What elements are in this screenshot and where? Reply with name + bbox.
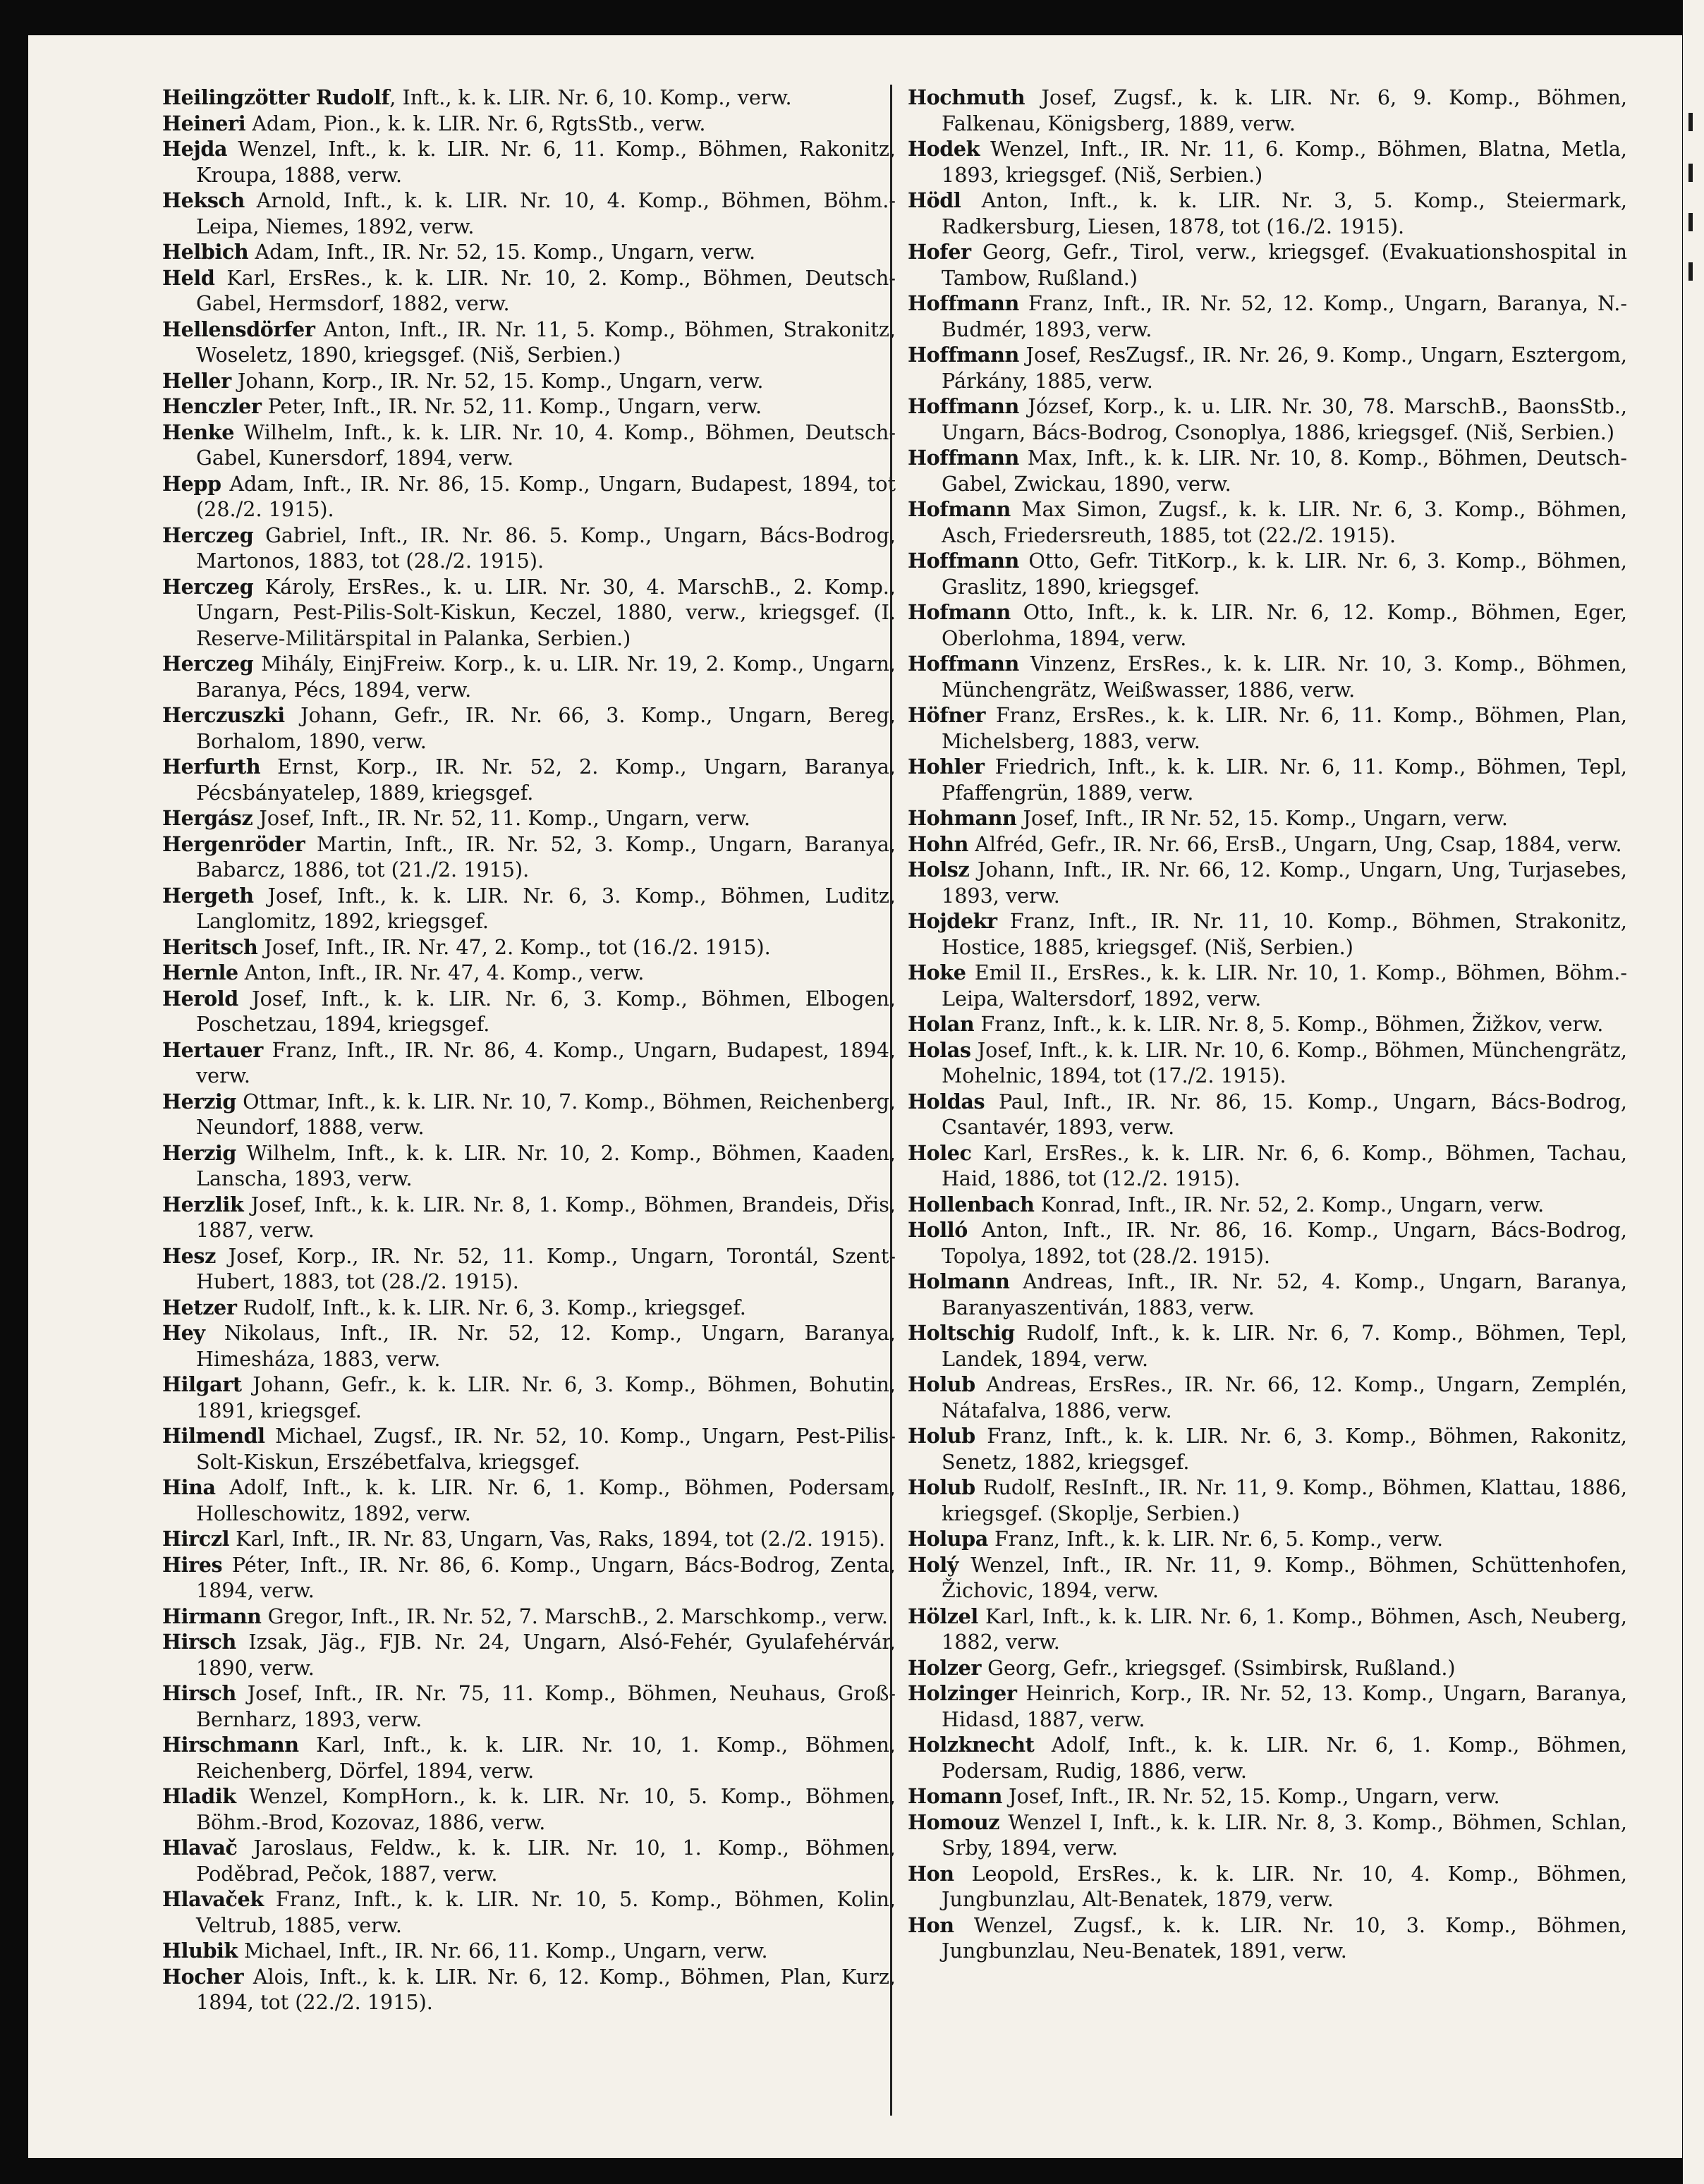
list-entry [162,651,896,702]
entry-surname: Heritsch [162,934,258,959]
entry-details: Franz, ErsRes., k. k. LIR. Nr. 6, 11. Komp., Böhmen, Plan, Michelsberg, 1883, verw. [942,703,1627,753]
entry-details: Andreas, ErsRes., IR. Nr. 66, 12. Komp., Ungarn, Zemplén, Nátafalva, 1886, verw. [942,1372,1627,1422]
page-sheet [28,35,1682,2158]
entry-surname: Hlavaček [162,1887,264,1911]
entry-details: Rudolf, Inft., k. k. LIR. Nr. 6, 7. Komp., Böhmen, Tepl, Landek, 1894, verw. [942,1321,1627,1371]
entry-details: Konrad, Inft., IR. Nr. 52, 2. Komp., Ungarn, verw. [1034,1192,1545,1216]
entry-details: Wenzel, Inft., IR. Nr. 11, 6. Komp., Böhmen, Blatna, Metla, 1893, kriegsgef. (Niš, Serbien.) [942,137,1627,187]
list-entry [908,1810,1627,1861]
list-entry [908,1526,1627,1552]
entry-details: Karl, Inft., k. k. LIR. Nr. 10, 1. Komp., Böhmen, Reichenberg, Dörfel, 1894, verw. [196,1733,896,1783]
list-entry [162,960,896,986]
list-entry [908,1320,1627,1372]
entry-surname: Hoffmann [908,343,1019,367]
list-entry [908,85,1627,136]
left-column [162,85,896,2015]
entry-surname: Hejda [162,137,228,161]
list-entry [162,754,896,805]
entry-details: Max Simon, Zugsf., k. k. LIR. Nr. 6, 3. Komp., Böhmen, Asch, Friedersreuth, 1885, tot (22./2. 1915). [942,497,1627,547]
entry-details: Emil II., ErsRes., k. k. LIR. Nr. 10, 1. Komp., Böhmen, Böhm.-Leipa, Waltersdorf, 1892, verw. [942,960,1627,1011]
entry-details: Rudolf, ResInft., IR. Nr. 11, 9. Komp., Böhmen, Klattau, 1886, kriegsgef. (Skoplje, Serbien.) [942,1475,1627,1525]
list-entry [162,1192,896,1243]
entry-details: Franz, Inft., k. k. LIR. Nr. 6, 3. Komp., Böhmen, Rakonitz, Senetz, 1882, kriegsgef. [942,1424,1627,1474]
list-entry [162,831,896,883]
entry-surname: Hellensdörfer [162,317,315,341]
list-entry [162,883,896,934]
entry-details: Andreas, Inft., IR. Nr. 52, 4. Komp., Ungarn, Baranya, Baranyaszentiván, 1883, verw. [942,1269,1627,1319]
list-entry [162,934,896,960]
entry-details: Josef, Inft., k. k. LIR. Nr. 6, 3. Komp., Böhmen, Elbogen, Poschetzau, 1894, kriegsgef. [196,986,896,1036]
entry-details: Wenzel, Inft., IR. Nr. 11, 9. Komp., Böhmen, Schüttenhofen, Žichovic, 1894, verw. [942,1552,1627,1602]
entry-surname: Hina [162,1475,216,1499]
list-entry [908,1269,1627,1320]
entry-surname: Hepp [162,471,221,496]
list-entry [162,1243,896,1295]
list-entry [162,394,896,420]
entry-details: József, Korp., k. u. LIR. Nr. 30, 78. MarschB., BaonsStb., Ungarn, Bács-Bodrog, Csonoplya, 1886, kriegsgef. (Niš, Serbien.) [942,394,1627,444]
list-entry [908,1089,1627,1140]
entry-surname: Herfurth [162,755,261,779]
entry-details: Ernst, Korp., IR. Nr. 52, 2. Komp., Ungarn, Baranya, Pécsbányatelep, 1889, kriegsgef. [196,755,896,805]
list-entry [162,265,896,317]
entry-details: Josef, Inft., IR. Nr. 75, 11. Komp., Böhmen, Neuhaus, Groß-Bernharz, 1893, verw. [196,1681,896,1731]
entry-details: Adam, Inft., IR. Nr. 52, 15. Komp., Ungarn, verw. [248,240,756,264]
entry-details: Adolf, Inft., k. k. LIR. Nr. 6, 1. Komp., Böhmen, Podersam, Holleschowitz, 1892, verw. [196,1475,896,1525]
entry-surname: Hey [162,1321,205,1345]
list-entry [908,548,1627,599]
list-entry [162,1037,896,1089]
entry-surname: Herczuszki [162,703,285,727]
list-entry [162,1680,896,1732]
list-entry [908,1680,1627,1732]
list-entry [162,1552,896,1604]
list-entry [162,1732,896,1783]
entry-surname: Holec [908,1140,972,1165]
list-entry [908,651,1627,702]
list-entry [162,1938,896,1964]
entry-details: Franz, Inft., k. k. LIR. Nr. 8, 5. Komp., Böhmen, Žižkov, verw. [974,1012,1604,1036]
entry-details: Karl, Inft., k. k. LIR. Nr. 6, 1. Komp., Böhmen, Asch, Neuberg, 1882, verw. [942,1604,1627,1654]
list-entry [908,239,1627,291]
list-entry [908,136,1627,188]
entry-details: Josef, Inft., IR Nr. 52, 15. Komp., Ungarn, verw. [1016,806,1508,830]
list-entry [908,1655,1627,1681]
entry-details: Ottmar, Inft., k. k. LIR. Nr. 10, 7. Komp., Böhmen, Reichenberg, Neundorf, 1888, verw. [196,1089,896,1139]
entry-surname: Herczeg [162,652,254,676]
entry-surname: Homann [908,1784,1003,1808]
entry-details: Wilhelm, Inft., k. k. LIR. Nr. 10, 4. Komp., Böhmen, Deutsch-Gabel, Kunersdorf, 1894, verw. [196,420,896,470]
entry-surname: Heilingzötter Rudolf [162,85,390,109]
entry-details: Wilhelm, Inft., k. k. LIR. Nr. 10, 2. Komp., Böhmen, Kaaden, Lanscha, 1893, verw. [196,1140,896,1190]
entry-surname: Holmann [908,1269,1010,1293]
entry-details: Rudolf, Inft., k. k. LIR. Nr. 6, 3. Komp., kriegsgef. [236,1295,746,1319]
entry-details: Károly, ErsRes., k. u. LIR. Nr. 30, 4. MarschB., 2. Komp., Ungarn, Pest-Pilis-Solt-Kiskun, Keczel, 1880, verw., kriegsgef. (I. Reserve-Militärspital in Palanka, Serbien.) [196,574,896,650]
list-entry [908,188,1627,239]
list-entry [908,1011,1627,1037]
list-entry [908,394,1627,445]
list-entry [908,857,1627,908]
list-entry [908,754,1627,805]
list-entry [908,342,1627,394]
list-entry [162,471,896,523]
entry-details: Karl, ErsRes., k. k. LIR. Nr. 6, 6. Komp., Böhmen, Tachau, Haid, 1886, tot (12./2. 1915). [942,1140,1627,1190]
entry-details: Johann, Korp., IR. Nr. 52, 15. Komp., Ungarn, verw. [231,368,764,393]
entry-surname: Herzig [162,1140,236,1165]
entry-details: Johann, Gefr., k. k. LIR. Nr. 6, 3. Komp., Böhmen, Bohutin, 1891, kriegsgef. [196,1372,896,1422]
entry-surname: Hergász [162,806,253,830]
entry-details: Johann, Inft., IR. Nr. 66, 12. Komp., Ungarn, Ung, Turjasebes, 1893, verw. [942,858,1627,908]
entry-surname: Hollenbach [908,1192,1035,1216]
list-entry [908,1423,1627,1475]
entry-details: Alois, Inft., k. k. LIR. Nr. 6, 12. Komp., Böhmen, Plan, Kurz, 1894, tot (22./2. 1915). [196,1964,896,2014]
entry-surname: Hertauer [162,1037,263,1062]
entry-details: Vinzenz, ErsRes., k. k. LIR. Nr. 10, 3. Komp., Böhmen, Münchengrätz, Weißwasser, 1886, verw. [942,652,1627,702]
list-entry [162,1140,896,1192]
entry-surname: Holdas [908,1089,985,1114]
entry-details: Wenzel, Inft., k. k. LIR. Nr. 6, 11. Komp., Böhmen, Rakonitz, Kroupa, 1888, verw. [196,137,896,187]
entry-surname: Hohmann [908,806,1017,830]
entry-surname: Hilgart [162,1372,242,1396]
entry-surname: Holub [908,1372,975,1396]
entry-details: Franz, Inft., k. k. LIR. Nr. 10, 5. Komp., Böhmen, Kolin, Veltrub, 1885, verw. [196,1887,896,1937]
list-entry [162,1475,896,1526]
entry-surname: Hlubik [162,1939,238,1963]
entry-surname: Hoffmann [908,446,1019,470]
list-entry [908,702,1627,754]
entry-details: Josef, Inft., IR. Nr. 47, 2. Komp., tot (16./2. 1915). [257,934,771,959]
list-entry [162,1629,896,1680]
entry-surname: Hirschmann [162,1733,299,1757]
list-entry [908,445,1627,496]
list-entry [162,1604,896,1630]
list-entry [908,1732,1627,1783]
entry-surname: Hohler [908,755,985,779]
list-entry [908,831,1627,858]
entry-details: Anton, Inft., IR. Nr. 47, 4. Komp., verw. [238,960,645,984]
list-entry [162,1526,896,1552]
list-entry [162,1886,896,1938]
entry-details: Franz, Inft., IR. Nr. 11, 10. Komp., Böhmen, Strakonitz, Hostice, 1885, kriegsgef. (Niš, Serbien.) [942,909,1627,959]
entry-surname: Herzig [162,1089,236,1114]
entry-surname: Holupa [908,1527,988,1551]
list-entry [162,702,896,754]
entry-surname: Holzinger [908,1681,1017,1705]
list-entry [908,496,1627,548]
entry-surname: Hoffmann [908,549,1019,573]
entry-details: Jaroslaus, Feldw., k. k. LIR. Nr. 10, 1. Komp., Böhmen, Poděbrad, Pečok, 1887, verw. [196,1836,896,1886]
list-entry [162,1372,896,1423]
entry-details: Georg, Gefr., Tirol, verw., kriegsgef. (Evakuationshospital in Tambow, Rußland.) [942,240,1627,290]
list-entry [908,1037,1627,1089]
entry-surname: Hergenröder [162,831,305,856]
entry-details: Peter, Inft., IR. Nr. 52, 11. Komp., Ungarn, verw. [261,394,762,418]
entry-details: Josef, Inft., IR. Nr. 52, 15. Komp., Ungarn, verw. [1002,1784,1500,1808]
entry-details: Martin, Inft., IR. Nr. 52, 3. Komp., Ungarn, Baranya, Babarcz, 1886, tot (21./2. 1915). [196,831,896,881]
list-entry [162,85,896,111]
entry-details: Karl, Inft., IR. Nr. 83, Ungarn, Vas, Raks, 1894, tot (2./2. 1915). [229,1527,886,1551]
entry-details: Anton, Inft., IR. Nr. 11, 5. Komp., Böhmen, Strakonitz, Woseletz, 1890, kriegsgef. (Niš, Serbien.) [196,317,896,367]
entry-surname: Hofmann [908,497,1011,521]
entry-details: Max, Inft., k. k. LIR. Nr. 10, 8. Komp., Böhmen, Deutsch-Gabel, Zwickau, 1890, verw. [942,446,1627,496]
list-entry [162,1295,896,1321]
entry-surname: Hon [908,1861,954,1886]
entry-surname: Hirsch [162,1630,236,1654]
entry-surname: Hoffmann [908,291,1019,315]
entry-surname: Holan [908,1012,975,1036]
entry-surname: Hohn [908,831,969,856]
list-entry [908,1783,1627,1810]
entry-details: Anton, Inft., k. k. LIR. Nr. 3, 5. Komp., Steiermark, Radkersburg, Liesen, 1878, tot (16./2. 1915). [942,188,1627,238]
list-entry [162,1423,896,1475]
entry-surname: Hölzel [908,1604,978,1628]
entry-details: Leopold, ErsRes., k. k. LIR. Nr. 10, 4. Komp., Böhmen, Jungbunzlau, Alt-Benatek, 1879, verw. [942,1861,1627,1911]
entry-surname: Hon [908,1912,954,1937]
list-entry [908,1192,1627,1218]
entry-surname: Herzlik [162,1192,244,1216]
entry-surname: Hödl [908,188,961,212]
entry-surname: Hladik [162,1784,236,1808]
entry-details: Josef, Inft., k. k. LIR. Nr. 8, 1. Komp., Böhmen, Brandeis, Dřis, 1887, verw. [196,1192,896,1242]
entry-surname: Herczeg [162,574,254,599]
entry-surname: Helbich [162,240,249,264]
list-entry [162,420,896,471]
entry-details: Adam, Pion., k. k. LIR. Nr. 6, RgtsStb., verw. [245,111,706,135]
entry-details: Mihály, EinjFreiw. Korp., k. u. LIR. Nr. 19, 2. Komp., Ungarn, Baranya, Pécs, 1894, verw. [196,652,896,702]
entry-details: Franz, Inft., k. k. LIR. Nr. 6, 5. Komp., verw. [987,1527,1444,1551]
entry-details: Nikolaus, Inft., IR. Nr. 52, 12. Komp., Ungarn, Baranya, Himesháza, 1883, verw. [196,1321,896,1371]
list-entry [908,1604,1627,1655]
entry-surname: Holzer [908,1655,982,1680]
entry-surname: Henke [162,420,235,444]
entry-details: Izsak, Jäg., FJB. Nr. 24, Ungarn, Alsó-Fehér, Gyulafehérvár, 1890, verw. [196,1630,896,1680]
entry-surname: Hlavač [162,1836,238,1860]
right-column [890,85,1627,2116]
list-entry [908,1372,1627,1423]
list-entry [162,1783,896,1835]
entry-surname: Heksch [162,188,245,212]
list-entry [162,1964,896,2015]
entry-surname: Hirmann [162,1604,262,1628]
entry-details: Paul, Inft., IR. Nr. 86, 15. Komp., Ungarn, Bács-Bodrog, Csantavér, 1893, verw. [942,1089,1627,1139]
list-entry [162,805,896,831]
entry-surname: Hirsch [162,1681,236,1705]
entry-details: Adolf, Inft., k. k. LIR. Nr. 6, 1. Komp., Böhmen, Podersam, Rudig, 1886, verw. [942,1733,1627,1783]
list-entry [162,188,896,239]
entry-details: Otto, Gefr. TitKorp., k. k. LIR. Nr. 6, 3. Komp., Böhmen, Graslitz, 1890, kriegsgef. [942,549,1627,599]
list-entry [908,1475,1627,1526]
entry-details: Josef, Inft., k. k. LIR. Nr. 6, 3. Komp., Böhmen, Luditz, Langlomitz, 1892, kriegsgef. [196,883,896,933]
next-page-edge [1683,0,1704,2184]
list-entry [908,1140,1627,1192]
entry-details: Josef, Zugsf., k. k. LIR. Nr. 6, 9. Komp., Böhmen, Falkenau, Königsberg, 1889, verw. [942,85,1627,135]
entry-surname: Hilmendl [162,1424,265,1448]
entry-surname: Hernle [162,960,238,984]
entry-surname: Heller [162,368,231,393]
entry-details: Franz, Inft., IR. Nr. 86, 4. Komp., Ungarn, Budapest, 1894, verw. [196,1037,896,1087]
entry-details: Gregor, Inft., IR. Nr. 52, 7. MarschB., 2. Marschkomp., verw. [261,1604,888,1628]
list-entry [162,368,896,394]
list-entry [162,986,896,1037]
entry-surname: Holsz [908,858,970,881]
entry-details: Josef, Inft., k. k. LIR. Nr. 10, 6. Komp., Böhmen, Münchengrätz, Mohelnic, 1894, tot (17./2. 1915). [942,1037,1627,1087]
entry-details: Karl, ErsRes., k. k. LIR. Nr. 10, 2. Komp., Böhmen, Deutsch-Gabel, Hermsdorf, 1882, verw. [196,265,896,315]
entry-surname: Hergeth [162,883,254,908]
entry-surname: Hodek [908,137,980,161]
entry-surname: Hochmuth [908,85,1026,109]
entry-surname: Hesz [162,1243,216,1268]
list-entry [162,317,896,368]
entry-surname: Hirczl [162,1527,230,1551]
list-entry [908,1861,1627,1912]
entry-details: Franz, Inft., IR. Nr. 52, 12. Komp., Ungarn, Baranya, N.-Budmér, 1893, verw. [942,291,1627,341]
entry-details: Georg, Gefr., kriegsgef. (Ssimbirsk, Rußland.) [981,1655,1456,1680]
entry-surname: Heineri [162,111,246,135]
entry-surname: Holló [908,1218,968,1242]
entry-surname: Holub [908,1475,975,1499]
entry-details: Alfréd, Gefr., IR. Nr. 66, ErsB., Ungarn, Ung, Csap, 1884, verw. [968,831,1622,856]
entry-surname: Hoke [908,960,966,984]
entry-details: Heinrich, Korp., IR. Nr. 52, 13. Komp., Ungarn, Baranya, Hidasd, 1887, verw. [942,1681,1627,1731]
entry-details: Arnold, Inft., k. k. LIR. Nr. 10, 4. Komp., Böhmen, Böhm.-Leipa, Niemes, 1892, verw. [196,188,896,238]
list-entry [908,908,1627,960]
list-entry [162,136,896,188]
entry-surname: Holas [908,1037,971,1062]
entry-details: Friedrich, Inft., k. k. LIR. Nr. 6, 11. Komp., Böhmen, Tepl, Pfaffengrün, 1889, verw. [942,755,1627,805]
entry-surname: Holý [908,1552,959,1577]
entry-surname: Held [162,265,215,290]
entry-details: Anton, Inft., IR. Nr. 86, 16. Komp., Ungarn, Bács-Bodrog, Topolya, 1892, tot (28./2. 1915). [942,1218,1627,1268]
entry-surname: Holzknecht [908,1733,1035,1757]
entry-details: Johann, Gefr., IR. Nr. 66, 3. Komp., Ungarn, Bereg, Borhalom, 1890, verw. [196,703,896,753]
list-entry [908,599,1627,651]
list-entry [908,960,1627,1011]
entry-surname: Hofmann [908,600,1011,624]
entry-surname: Hoffmann [908,394,1019,418]
list-entry [162,523,896,574]
entry-details: Adam, Inft., IR. Nr. 86, 15. Komp., Ungarn, Budapest, 1894, tot (28./2. 1915). [196,471,896,521]
list-entry [908,1912,1627,1964]
list-entry [162,574,896,652]
entry-surname: Hocher [162,1964,244,1989]
entry-details: Michael, Inft., IR. Nr. 66, 11. Komp., Ungarn, verw. [237,1939,768,1963]
entry-details: Wenzel I, Inft., k. k. LIR. Nr. 8, 3. Komp., Böhmen, Schlan, Srby, 1894, verw. [942,1810,1627,1860]
entry-details: Wenzel, Zugsf., k. k. LIR. Nr. 10, 3. Komp., Böhmen, Jungbunzlau, Neu-Benatek, 1891, verw. [942,1912,1627,1963]
entry-details: Josef, Inft., IR. Nr. 52, 11. Komp., Ungarn, verw. [252,806,750,830]
entry-surname: Hires [162,1552,223,1577]
entry-surname: Hofer [908,240,971,264]
entry-details: Wenzel, KompHorn., k. k. LIR. Nr. 10, 5. Komp., Böhmen, Böhm.-Brod, Kozovaz, 1886, verw. [196,1784,896,1834]
list-entry [908,1552,1627,1604]
entry-surname: Herold [162,986,238,1011]
entry-details: Josef, Korp., IR. Nr. 52, 11. Komp., Ungarn, Torontál, Szent-Hubert, 1883, tot (28./2. 1915). [196,1243,896,1293]
list-entry [908,1217,1627,1269]
entry-details: Michael, Zugsf., IR. Nr. 52, 10. Komp., Ungarn, Pest-Pilis-Solt-Kiskun, Erszébetfalva, kriegsgef. [196,1424,896,1474]
entry-details: Otto, Inft., k. k. LIR. Nr. 6, 12. Komp., Böhmen, Eger, Oberlohma, 1894, verw. [942,600,1627,650]
list-entry [162,1320,896,1372]
entry-surname: Höfner [908,703,986,727]
entry-surname: Holtschig [908,1321,1015,1345]
list-entry [162,1835,896,1886]
entry-surname: Homouz [908,1810,1000,1834]
entry-surname: Henczler [162,394,262,418]
list-entry [908,805,1627,831]
list-entry [162,111,896,137]
entry-surname: Hetzer [162,1295,237,1319]
entry-details: Péter, Inft., IR. Nr. 86, 6. Komp., Ungarn, Bács-Bodrog, Zenta, 1894, verw. [196,1552,896,1602]
list-entry [908,291,1627,342]
entry-details: Gabriel, Inft., IR. Nr. 86. 5. Komp., Ungarn, Bács-Bodrog, Martonos, 1883, tot (28./2. 1915). [196,523,896,573]
entry-surname: Holub [908,1424,975,1448]
entry-details: Josef, ResZugsf., IR. Nr. 26, 9. Komp., Ungarn, Esztergom, Párkány, 1885, verw. [942,343,1627,393]
list-entry [162,1089,896,1140]
entry-surname: Hojdekr [908,909,997,933]
entry-surname: Herczeg [162,523,254,547]
list-entry [162,239,896,265]
entry-details: , Inft., k. k. LIR. Nr. 6, 10. Komp., verw. [389,85,792,109]
entry-surname: Hoffmann [908,652,1019,676]
